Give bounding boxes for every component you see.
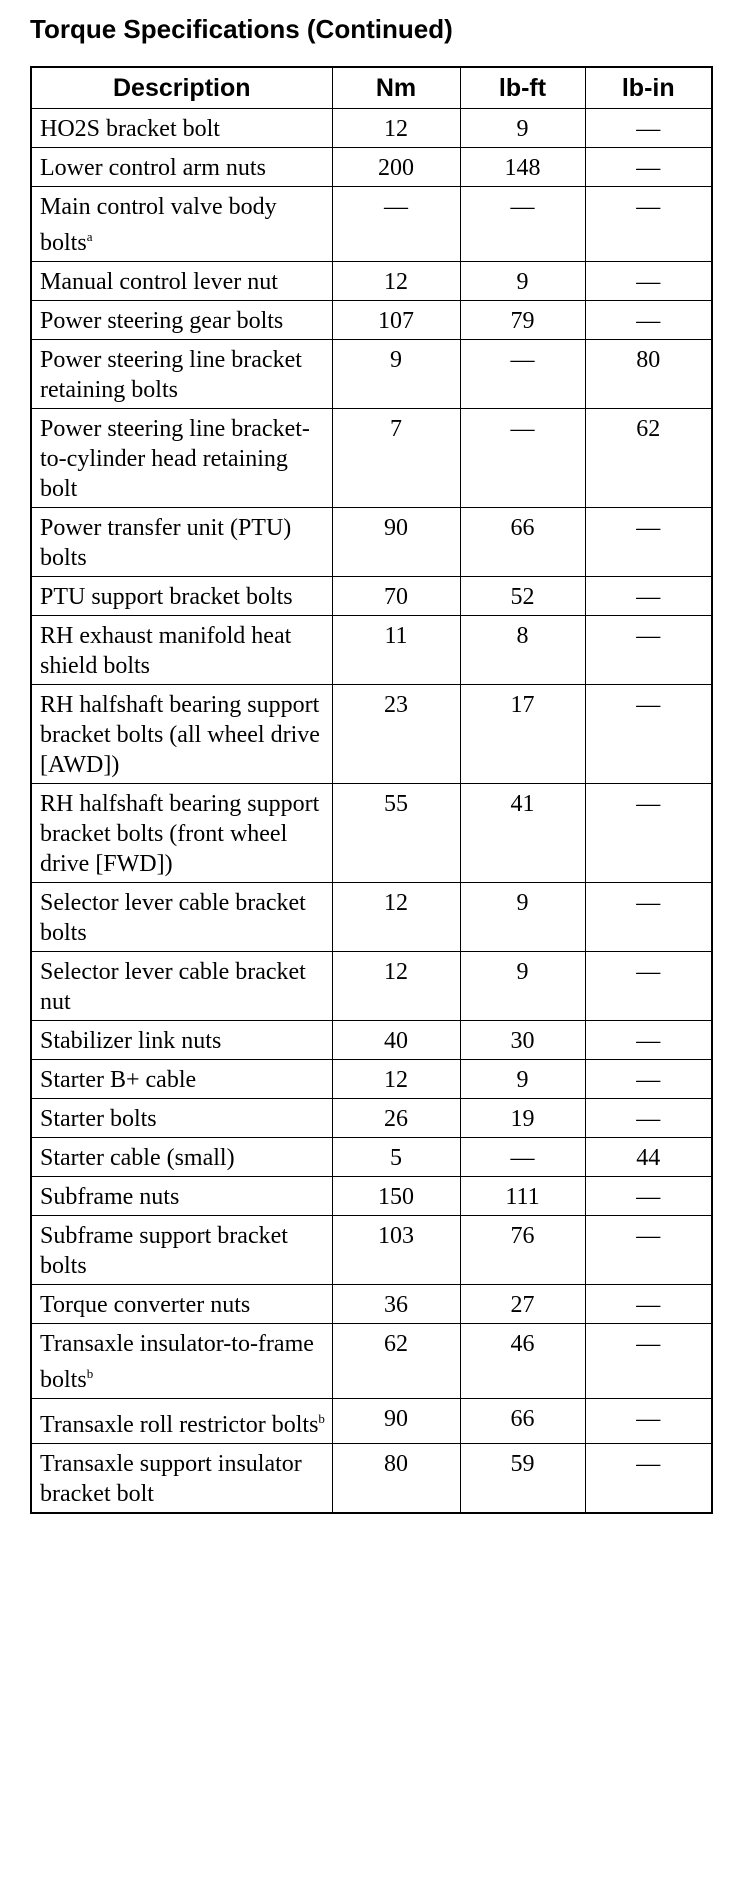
- table-row: [31, 409, 712, 508]
- lb-ft-cell: —: [460, 340, 585, 409]
- lb-in-cell: —: [585, 187, 712, 262]
- description-cell: [31, 1285, 332, 1324]
- description-text: RH halfshaft bearing support bracket bolts (front wheel drive [FWD]): [40, 791, 320, 877]
- nm-cell: 103: [332, 1216, 460, 1285]
- table-row: [31, 685, 712, 784]
- nm-cell: 90: [332, 1399, 460, 1444]
- description-text: RH halfshaft bearing support bracket bolts (all wheel drive [AWD]): [40, 692, 320, 778]
- lb-in-cell: —: [585, 148, 712, 187]
- lb-in-cell: —: [585, 1021, 712, 1060]
- description-cell: [31, 1324, 332, 1399]
- description-text: Starter bolts: [40, 1106, 157, 1132]
- nm-cell: 90: [332, 508, 460, 577]
- lb-in-cell: —: [585, 1324, 712, 1399]
- lb-ft-cell: 30: [460, 1021, 585, 1060]
- column-header-description: Description: [31, 67, 332, 109]
- description-cell: [31, 409, 332, 508]
- nm-cell: 12: [332, 952, 460, 1021]
- nm-cell: 80: [332, 1444, 460, 1514]
- lb-in-cell: —: [585, 1177, 712, 1216]
- lb-ft-cell: 148: [460, 148, 585, 187]
- description-cell: [31, 616, 332, 685]
- lb-ft-cell: 9: [460, 883, 585, 952]
- lb-in-cell: —: [585, 1216, 712, 1285]
- lb-ft-cell: 9: [460, 262, 585, 301]
- description-cell: [31, 301, 332, 340]
- lb-ft-cell: 46: [460, 1324, 585, 1399]
- description-cell: [31, 187, 332, 262]
- lb-in-cell: —: [585, 685, 712, 784]
- table-row: [31, 187, 712, 262]
- nm-cell: 23: [332, 685, 460, 784]
- nm-cell: 62: [332, 1324, 460, 1399]
- lb-ft-cell: 19: [460, 1099, 585, 1138]
- table-row: [31, 1060, 712, 1099]
- lb-ft-cell: 17: [460, 685, 585, 784]
- description-text: Subframe nuts: [40, 1184, 180, 1210]
- nm-cell: 12: [332, 109, 460, 148]
- description-cell: [31, 577, 332, 616]
- nm-cell: 107: [332, 301, 460, 340]
- nm-cell: 55: [332, 784, 460, 883]
- lb-ft-cell: 8: [460, 616, 585, 685]
- description-cell: [31, 1177, 332, 1216]
- description-cell: [31, 883, 332, 952]
- lb-ft-cell: 41: [460, 784, 585, 883]
- table-body: [31, 109, 712, 1514]
- lb-ft-cell: 76: [460, 1216, 585, 1285]
- nm-cell: 40: [332, 1021, 460, 1060]
- lb-in-cell: —: [585, 883, 712, 952]
- description-text: HO2S bracket bolt: [40, 116, 220, 142]
- description-text: Subframe support bracket bolts: [40, 1223, 288, 1279]
- description-text: Lower control arm nuts: [40, 155, 266, 181]
- description-cell: [31, 952, 332, 1021]
- description-cell: [31, 148, 332, 187]
- description-cell: [31, 262, 332, 301]
- description-text: Starter cable (small): [40, 1145, 235, 1171]
- table-row: [31, 1099, 712, 1138]
- table-row: [31, 340, 712, 409]
- description-cell: [31, 685, 332, 784]
- table-row: [31, 577, 712, 616]
- lb-in-cell: —: [585, 577, 712, 616]
- nm-cell: 200: [332, 148, 460, 187]
- description-text: Starter B+ cable: [40, 1067, 197, 1093]
- description-text: Power steering gear bolts: [40, 308, 284, 334]
- nm-cell: 26: [332, 1099, 460, 1138]
- description-cell: [31, 340, 332, 409]
- table-row: [31, 1021, 712, 1060]
- lb-ft-cell: 59: [460, 1444, 585, 1514]
- lb-ft-cell: 9: [460, 952, 585, 1021]
- table-row: [31, 1138, 712, 1177]
- table-row: [31, 1177, 712, 1216]
- column-header-nm: Nm: [332, 67, 460, 109]
- table-row: [31, 508, 712, 577]
- description-text: RH exhaust manifold heat shield bolts: [40, 623, 292, 679]
- footnote-marker: a: [86, 229, 93, 244]
- table-row: [31, 301, 712, 340]
- lb-ft-cell: 111: [460, 1177, 585, 1216]
- lb-ft-cell: 52: [460, 577, 585, 616]
- table-row: [31, 616, 712, 685]
- table-row: [31, 262, 712, 301]
- description-text: Torque converter nuts: [40, 1292, 251, 1318]
- description-text: Selector lever cable bracket nut: [40, 959, 306, 1015]
- footnote-marker: b: [318, 1411, 325, 1426]
- nm-cell: 70: [332, 577, 460, 616]
- table-row: [31, 784, 712, 883]
- description-cell: [31, 1216, 332, 1285]
- nm-cell: —: [332, 187, 460, 262]
- description-text: Transaxle roll restrictor bolts: [40, 1412, 319, 1438]
- table-header-row: [31, 67, 712, 109]
- description-cell: [31, 1138, 332, 1177]
- nm-cell: 12: [332, 883, 460, 952]
- description-cell: [31, 1399, 332, 1444]
- description-cell: [31, 1060, 332, 1099]
- table-row: [31, 1399, 712, 1444]
- lb-in-cell: —: [585, 1060, 712, 1099]
- lb-ft-cell: —: [460, 187, 585, 262]
- lb-in-cell: —: [585, 1099, 712, 1138]
- lb-ft-cell: —: [460, 1138, 585, 1177]
- footnote-marker: b: [86, 1366, 94, 1381]
- lb-ft-cell: 79: [460, 301, 585, 340]
- nm-cell: 36: [332, 1285, 460, 1324]
- lb-in-cell: —: [585, 508, 712, 577]
- lb-in-cell: —: [585, 1444, 712, 1514]
- table-row: [31, 883, 712, 952]
- lb-in-cell: —: [585, 1285, 712, 1324]
- table-row: [31, 1444, 712, 1514]
- table-row: [31, 148, 712, 187]
- description-text: Selector lever cable bracket bolts: [40, 890, 306, 946]
- table-row: [31, 1216, 712, 1285]
- nm-cell: 12: [332, 1060, 460, 1099]
- table-row: [31, 952, 712, 1021]
- nm-cell: 5: [332, 1138, 460, 1177]
- nm-cell: 7: [332, 409, 460, 508]
- column-header-lb-in: lb-in: [585, 67, 712, 109]
- table-row: [31, 109, 712, 148]
- lb-in-cell: —: [585, 301, 712, 340]
- description-text: Manual control lever nut: [40, 269, 278, 295]
- description-cell: [31, 784, 332, 883]
- lb-in-cell: —: [585, 784, 712, 883]
- column-header-lb-ft: lb-ft: [460, 67, 585, 109]
- lb-in-cell: —: [585, 262, 712, 301]
- lb-in-cell: —: [585, 952, 712, 1021]
- lb-ft-cell: 9: [460, 109, 585, 148]
- page-title: Torque Specifications (Continued): [30, 14, 453, 44]
- nm-cell: 9: [332, 340, 460, 409]
- lb-in-cell: 80: [585, 340, 712, 409]
- description-text: Power steering line bracket-to-cylinder head retaining bolt: [40, 416, 310, 502]
- description-cell: [31, 1099, 332, 1138]
- description-cell: [31, 1444, 332, 1514]
- description-cell: [31, 109, 332, 148]
- nm-cell: 150: [332, 1177, 460, 1216]
- lb-ft-cell: 66: [460, 508, 585, 577]
- lb-ft-cell: —: [460, 409, 585, 508]
- nm-cell: 12: [332, 262, 460, 301]
- description-text: Power transfer unit (PTU) bolts: [40, 515, 292, 571]
- description-text: Stabilizer link nuts: [40, 1028, 222, 1054]
- lb-in-cell: —: [585, 109, 712, 148]
- lb-in-cell: 62: [585, 409, 712, 508]
- lb-in-cell: —: [585, 616, 712, 685]
- description-cell: [31, 508, 332, 577]
- description-cell: [31, 1021, 332, 1060]
- description-text: Main control valve body bolts: [40, 194, 277, 256]
- torque-spec-table: [30, 66, 713, 1514]
- lb-in-cell: —: [585, 1399, 712, 1444]
- lb-ft-cell: 27: [460, 1285, 585, 1324]
- lb-ft-cell: 9: [460, 1060, 585, 1099]
- lb-in-cell: 44: [585, 1138, 712, 1177]
- description-text: Power steering line bracket retaining bolts: [40, 347, 302, 403]
- lb-ft-cell: 66: [460, 1399, 585, 1444]
- description-text: Transaxle insulator-to-frame bolts: [40, 1331, 314, 1393]
- description-text: PTU support bracket bolts: [40, 584, 293, 610]
- table-row: [31, 1324, 712, 1399]
- nm-cell: 11: [332, 616, 460, 685]
- table-row: [31, 1285, 712, 1324]
- description-text: Transaxle support insulator bracket bolt: [40, 1451, 302, 1507]
